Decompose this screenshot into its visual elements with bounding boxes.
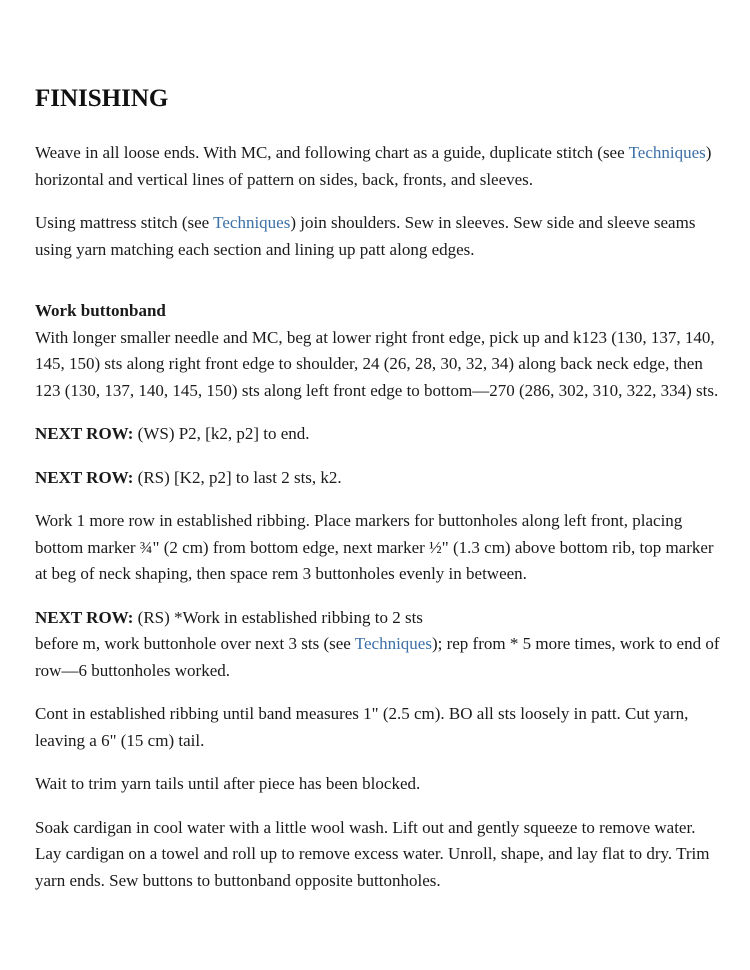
paragraph-weave-ends	[35, 140, 725, 193]
paragraph-soak-cardigan: Soak cardigan in cool water with a little wool wash. Lift out and gently squeeze to remove water. Lay cardigan on a towel and roll up to remove excess water. Unroll, shape, and lay flat to dry. Trim yarn ends. Sew buttons to buttonband opposite buttonholes.	[35, 817, 710, 890]
page-title: FINISHING	[35, 85, 169, 112]
paragraph-place-markers: Work 1 more row in established ribbing. Place markers for buttonholes along left front, placing bottom marker ¾" (2 cm) from bottom edge, next marker ½" (1.3 cm) above bottom rib, top marker at beg of neck shaping, then space rem 3 buttonholes evenly in between.	[35, 511, 714, 583]
buttonband-subheading: Work buttonband	[35, 301, 166, 320]
instruction-next-row-rs	[35, 465, 725, 492]
row-text: (RS) [K2, p2] to last 2 sts, k2.	[133, 467, 342, 487]
paragraph-text: ) join shoulders. Sew in sleeves. Sew side and sleeve seams using yarn matching each section and lining up patt along edges.	[35, 213, 696, 259]
paragraph-wait-trim: Wait to trim yarn tails until after piece has been blocked.	[35, 774, 421, 793]
row-label: NEXT ROW:	[35, 424, 134, 443]
paragraph-text: Weave in all loose ends. With MC, and following chart as a guide, duplicate stitch (see	[35, 143, 629, 162]
paragraph-buttonband	[35, 298, 725, 404]
techniques-link[interactable]: Techniques	[354, 634, 432, 653]
row-text: before m, work buttonhole over next 3 sts (see	[35, 634, 355, 653]
techniques-link[interactable]: Techniques	[628, 143, 706, 162]
paragraph-text: Using mattress stitch (see	[35, 213, 214, 232]
row-label: NEXT ROW:	[35, 467, 134, 487]
row-text: ); rep from * 5 more times, work to end of row—6 buttonholes worked.	[35, 634, 720, 680]
paragraph-mattress-stitch	[35, 210, 725, 263]
techniques-link[interactable]: Techniques	[213, 213, 291, 232]
paragraph-cont-ribbing: Cont in established ribbing until band measures 1" (2.5 cm). BO all sts loosely in patt. Cut yarn, leaving a 6" (15 cm) tail.	[35, 704, 689, 750]
row-label: NEXT ROW:	[35, 607, 134, 627]
row-text: (WS) P2, [k2, p2] to end.	[133, 424, 310, 443]
instruction-next-row-buttonholes	[35, 605, 725, 685]
paragraph-text: With longer smaller needle and MC, beg at lower right front edge, pick up and k123 (130, 137, 140, 145, 150) sts along right front edge to shoulder, 24 (26, 28, 30, 32, 34) along back neck edge, then 123 (130, 137, 140, 145, 150) sts along left front edge to bottom—270 (286, 302, 310, 322, 334) sts.	[35, 327, 719, 400]
paragraph-text: ) horizontal and vertical lines of pattern on sides, back, fronts, and sleeves.	[35, 143, 712, 189]
document-page	[35, 83, 725, 911]
row-text: (RS) *Work in established ribbing to 2 sts	[133, 607, 423, 627]
instruction-next-row-ws	[35, 421, 725, 448]
